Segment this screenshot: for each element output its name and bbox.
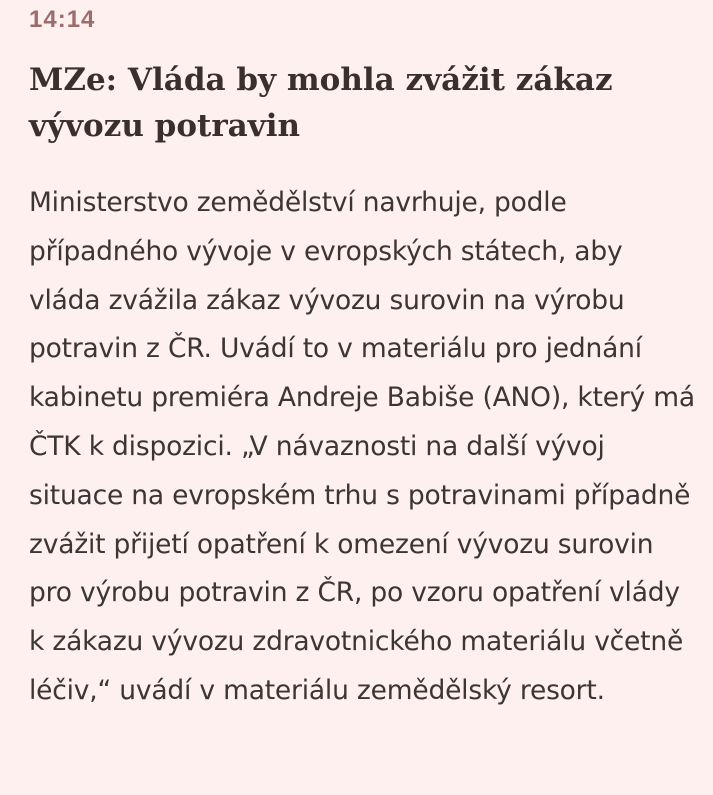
article-time: 14:14 bbox=[29, 6, 96, 33]
article-body: Ministerstvo zemědělství navrhuje, podle případného vývoje v evropských státech, aby vláda zvážila zákaz vývozu surovin na výrobu potravin z ČR. Uvádí to v materiálu pro jednání kabinetu premiéra Andreje Babiše (ANO), který má ČTK k dispozici. „V návaznosti na další vývoj situace na evropském trhu s potravinami případně zvážit přijetí opatření k omezení vývozu surovin pro výrobu potravin z ČR, po vzoru opatření vlády k zákazu vývozu zdravotnického materiálu včetně léčiv,“ uvádí v materiálu zemědělský resort. bbox=[29, 187, 695, 706]
article-headline[interactable]: MZe: Vláda by mohla zvážit zákaz vývozu potravin bbox=[29, 62, 613, 144]
